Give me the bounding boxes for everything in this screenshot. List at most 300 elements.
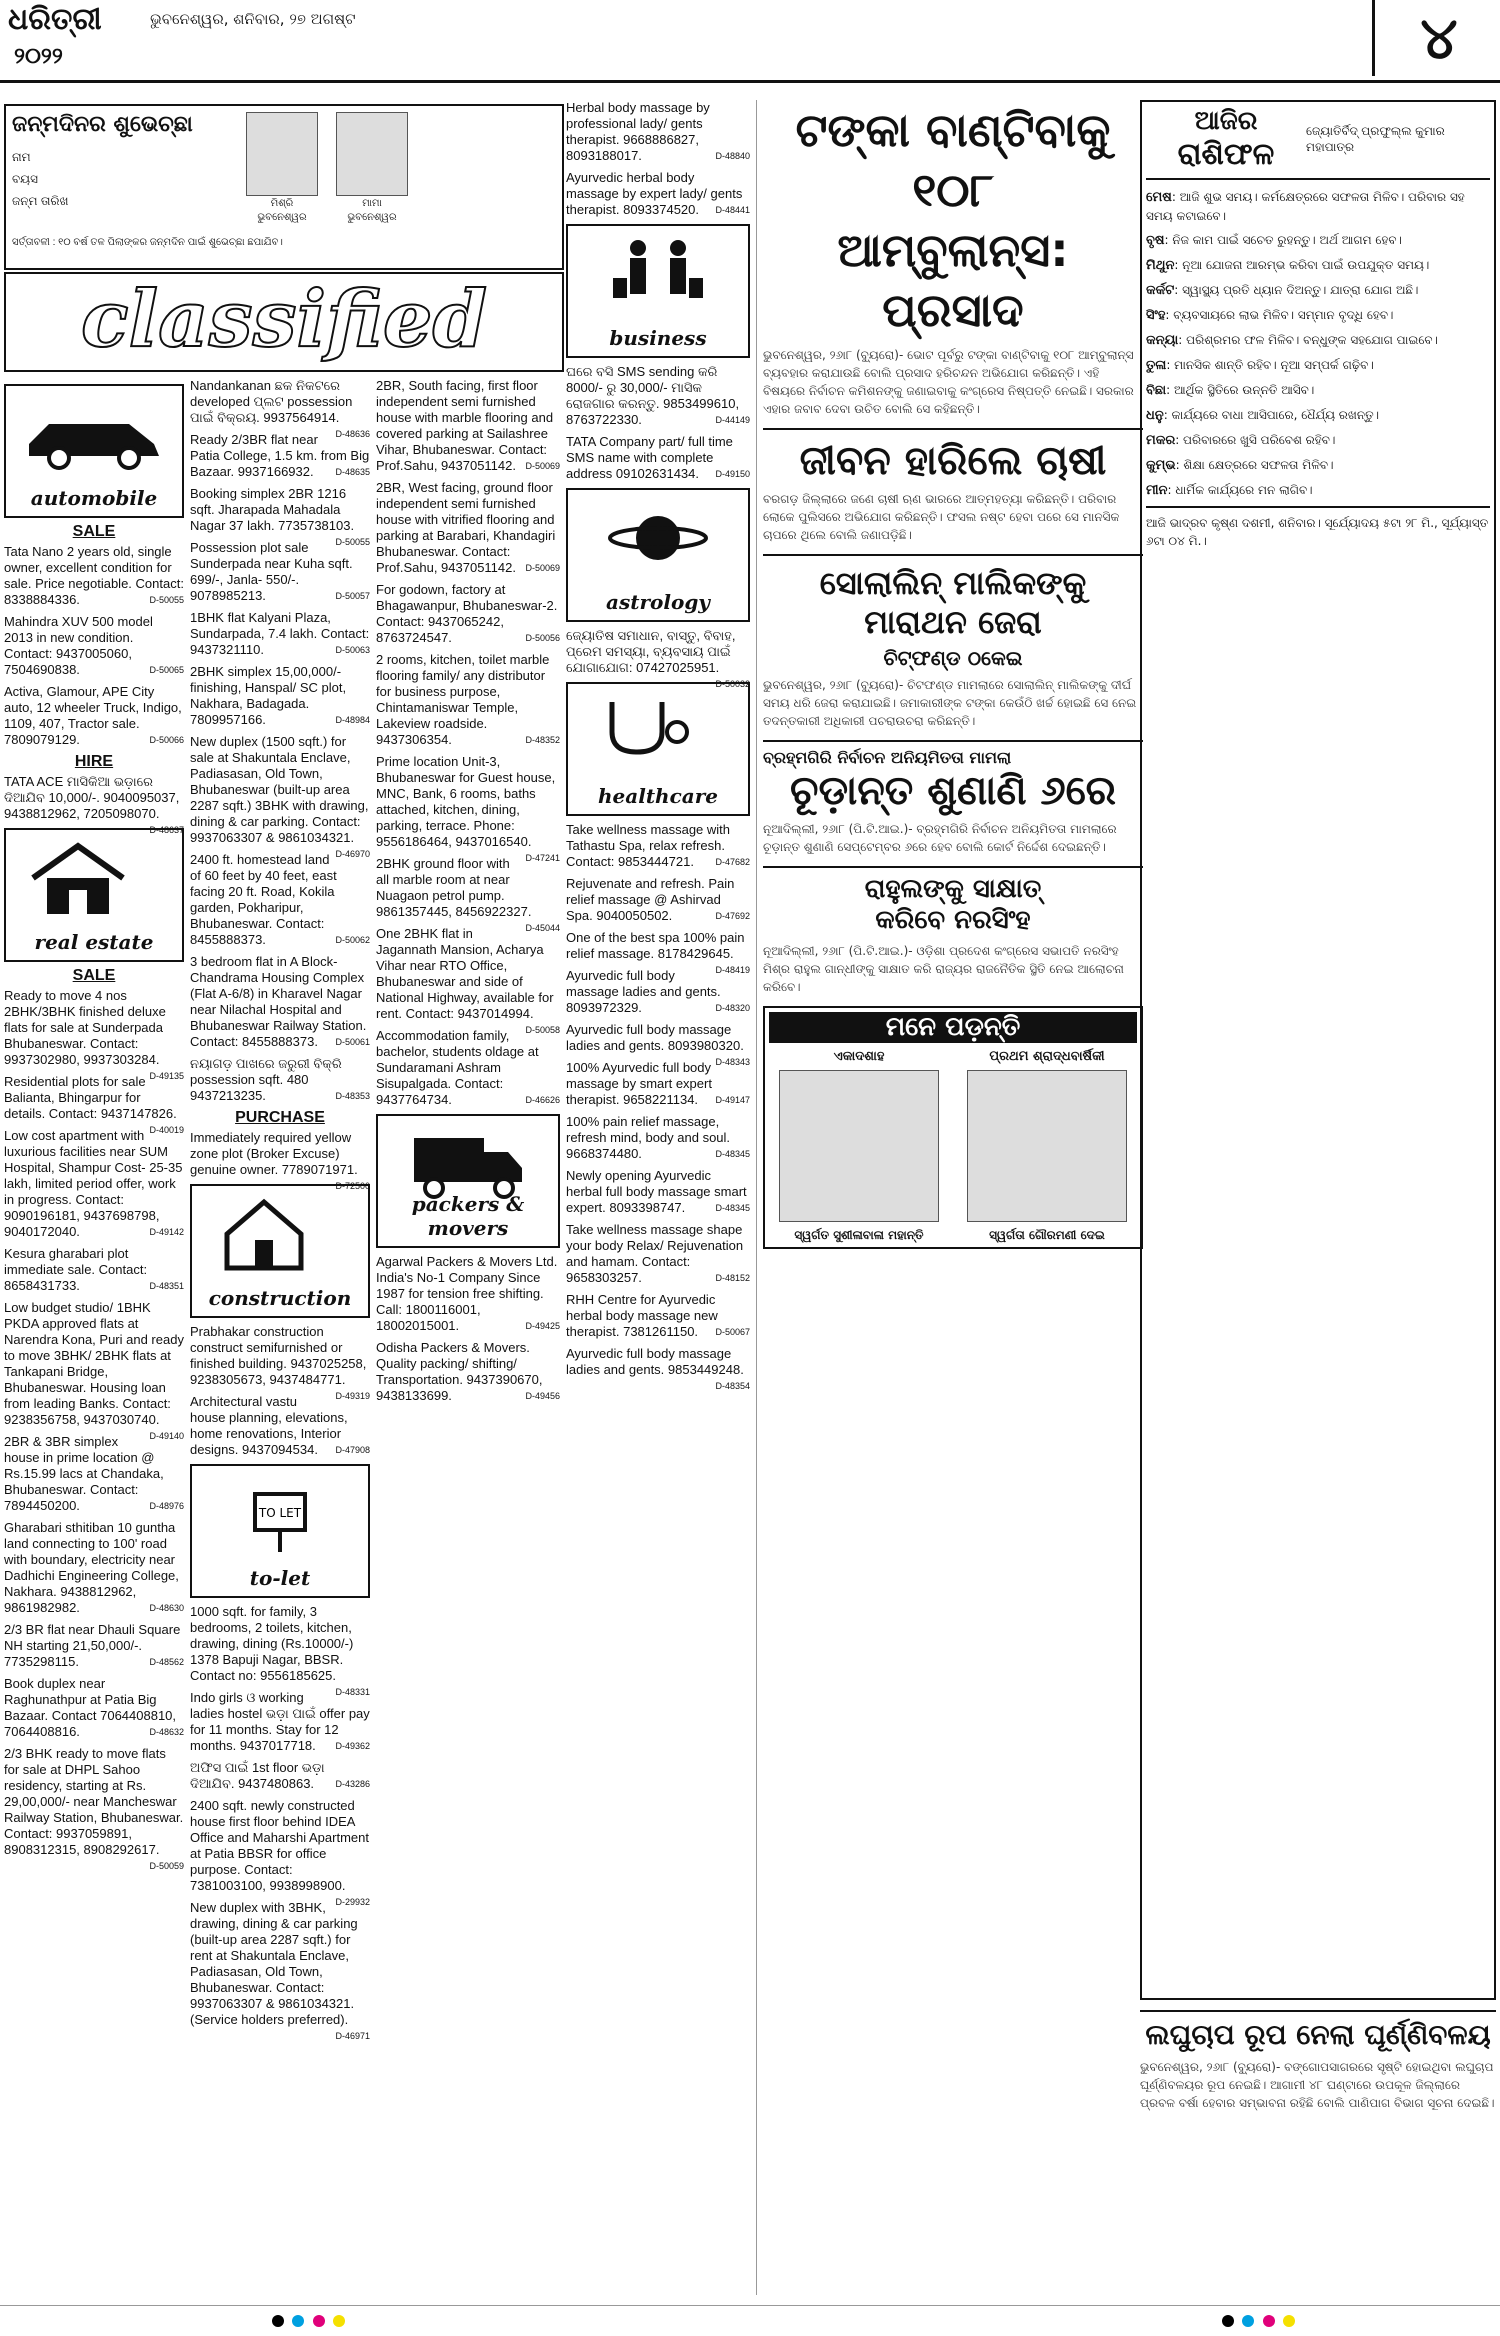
classified-ad: [566, 1292, 750, 1340]
classified-ad: [4, 684, 184, 748]
ad-text: Ayurvedic full body massage ladies and gents. 8093980320.: [566, 1022, 744, 1053]
ad-code: D-47682: [715, 857, 750, 867]
story-farmer: ବରଗଡ଼ ଜିଲ୍ଲାରେ ଜଣେ ଚାଷୀ ଋଣ ଭାରରେ ଆତ୍ମହତ୍ୟା କରିଛନ୍ତି। ପରିବାର ଲୋକେ ପୁଲିସରେ ଅଭିଯୋଗ କରିଛନ୍ତି। ଫସଲ ନଷ୍ଟ ହେବା ପରେ ସେ ମାନସିକ ଚାପରେ ଥିଲେ ବୋଲି ଜଣାପଡ଼ିଛି।: [763, 492, 1120, 542]
classified-ad: [4, 1434, 184, 1514]
ad-code: D-43286: [335, 1779, 370, 1789]
category-construction: [190, 1184, 370, 1318]
real-estate-ads-2: [190, 378, 370, 1104]
ad-code: D-50063: [335, 645, 370, 655]
ad-code: D-72500: [335, 1181, 370, 1191]
ad-code: D-46970: [335, 849, 370, 859]
house-icon: [23, 838, 133, 918]
rashi-sign: କୁମ୍ଭ: [1146, 458, 1176, 473]
obituary-title: ମନେ ପଡ଼ନ୍ତି: [769, 1012, 1137, 1043]
ad-text: Activa, Glamour, APE City auto, 12 wheeler Truck, Indigo, 1109, 407, Tractor sale. 7809079129.: [4, 684, 182, 747]
classified-ad: [566, 1222, 750, 1286]
rashi-entry: କନ୍ୟା: ପରିଶ୍ରମର ଫଳ ମିଳିବ। ବନ୍ଧୁଙ୍କ ସହଯୋଗ ପାଇବେ।: [1146, 333, 1438, 348]
yellow-dot: [1283, 2315, 1295, 2327]
ad-text: 2400 sqft. newly constructed house first floor behind IDEA Office and Maharshi Apartment at Patia BBSR for office purpose. Contact: 7381003100, 9938998900.: [190, 1798, 369, 1893]
classified-ad: [566, 1114, 750, 1162]
ad-text: Prime location Unit-3, Bhubaneswar for Guest house, MNC, Bank, 6 rooms, baths attached, kitchen, dining, parking, terrace. Phone: 9556186464, 9437016540.: [376, 754, 556, 849]
color-marks-right: [1220, 2314, 1297, 2332]
ad-text: Take wellness massage shape your body Relax/ Rejuvenation and hamam. Contact: 9658303257.: [566, 1222, 744, 1285]
ad-text: One of the best spa 100% pain relief massage. 8178429645.: [566, 930, 745, 961]
subhead-sale-2: SALE: [72, 967, 116, 984]
ad-code: D-45044: [525, 923, 560, 933]
classified-ad: [190, 664, 370, 728]
ad-code: D-48345: [715, 1149, 750, 1159]
ad-code: D-48637: [149, 825, 184, 835]
ad-code: D-50066: [149, 735, 184, 745]
rashi-sign: ମେଷ: [1146, 190, 1172, 205]
healthcare-ads: [566, 822, 750, 1391]
ad-text: 1BHK flat Kalyani Plaza, Sundarpada, 7.4 lakh. Contact: 9437321110.: [190, 610, 370, 657]
category-astrology: [566, 488, 750, 622]
ad-code: D-48840: [715, 151, 750, 161]
birthday-fields: [12, 146, 68, 212]
ad-code: D-48635: [335, 467, 370, 477]
ad-text: Residential plots for sale Balianta, Bhingarpur for details. Contact: 9437147826.: [4, 1074, 177, 1121]
obituary-left-photo: [779, 1070, 939, 1222]
ad-code: D-48331: [335, 1687, 370, 1697]
ad-text: TATA ACE ମାସିକିଆ ଭଡ଼ାରେ ଦିଆଯିବ 10,000/-. 9040095037, 9438812962, 7205098070.: [4, 774, 180, 821]
obituary-left-name: ସ୍ୱର୍ଗତ ସୁଶୀଳାବାଳା ମହାନ୍ତି: [794, 1228, 924, 1242]
business-ads: [566, 364, 750, 482]
rashi-entry: ମକର: ପରିବାରରେ ଖୁସି ପରିବେଶ ରହିବ।: [1146, 433, 1336, 448]
ad-text: Kesura gharabari plot immediate sale. Contact: 8658431733.: [4, 1246, 148, 1293]
ad-text: 2BR, South facing, first floor independent semi furnished house with marble flooring and covered parking at Sailashree Vihar, Bhubaneswar. Contact: Prof.Sahu, 9437051142.: [376, 378, 554, 473]
rashi-entry: କୁମ୍ଭ: ଶିକ୍ଷା କ୍ଷେତ୍ରରେ ସଫଳତା ମିଳିବ।: [1146, 458, 1334, 473]
classified-ad: [376, 926, 560, 1035]
category-to-let: [190, 1464, 370, 1598]
classified-ad: [190, 1130, 370, 1191]
ad-text: New duplex with 3BHK, drawing, dining & car parking (built-up area 2287 sqft.) for rent at Shakuntala Enclave, Padiasasan, Old Town, Bhubaneswar. Contact: 9937063307 & 9861034321. (Service holders preferred).: [190, 1900, 358, 2027]
headline-rahul-2: କରିବେ ନରସିଂହ: [875, 905, 1031, 935]
ad-code: D-50055: [335, 537, 370, 547]
ad-text: Ready to move 4 nos 2BHK/3BHK finished deluxe flats for sale at Sunderpada Bhubaneswar. Contact: 9937302980, 9937303284.: [4, 988, 166, 1067]
classified-ad: [376, 754, 560, 863]
rashi-text: ଆର୍ଥିକ ସ୍ଥିତିରେ ଉନ୍ନତି ଆସିବ।: [1173, 383, 1315, 397]
classified-ad: [376, 1028, 560, 1108]
ad-code: D-50069: [525, 461, 560, 471]
ad-text: 2/3 BHK ready to move flats for sale at DHPL Sahoo residency, starting at Rs. 29,00,000/- near Mancheswar Railway Station, Bhubaneswar. Contact: 9937059891, 8908312315, 8908292617.: [4, 1746, 184, 1857]
classified-ad: [190, 610, 370, 658]
ad-text: 2400 ft. homestead land of 60 feet by 40 feet, east facing 20 ft. Road, Kokila garden, Pokharipur, Bhubaneswar. Contact: 8455888373.: [190, 852, 337, 947]
ad-text: Accommodation family, bachelor, students oldage at Sundaramani Ashram Sisupalgada. Contact: 9437764734.: [376, 1028, 539, 1107]
ad-code: D-48345: [715, 1203, 750, 1213]
classified-ad: [376, 582, 560, 646]
ad-code: D-29932: [335, 1897, 370, 1907]
ad-text: 2BR & 3BR simplex house in prime location @ Rs.15.99 lacs at Chandaka, Bhubaneswar. Contact: 7894450200.: [4, 1434, 164, 1513]
astrology-ads: [566, 628, 750, 689]
ad-code: D-49140: [149, 1431, 184, 1441]
category-automobile: [4, 384, 184, 518]
rashi-entry: ମିଥୁନ: ନୂଆ ଯୋଜନା ଆରମ୍ଭ କରିବା ପାଇଁ ଉପଯୁକ୍ତ ସମୟ।: [1146, 258, 1430, 273]
ad-text: Ayurvedic full body massage ladies and gents. 8093972329.: [566, 968, 721, 1015]
masthead-year: ୨୦୨୨: [14, 44, 63, 69]
rashi-text: ଆଜି ଶୁଭ ସମୟ। କର୍ମକ୍ଷେତ୍ରରେ ସଫଳତା ମିଳିବ। ପରିବାର ସହ ସମୟ କଟାଇବେ।: [1146, 190, 1465, 223]
ad-text: Mahindra XUV 500 model 2013 in new condition. Contact: 9437005060, 7504690838.: [4, 614, 153, 677]
ad-code: D-50055: [149, 595, 184, 605]
ad-code: D-48562: [149, 1657, 184, 1667]
ad-text: Ayurvedic herbal body massage by expert lady/ gents therapist. 8093374520.: [566, 170, 743, 217]
headline-rahul-1: ରାହୁଲଙ୍କୁ ସାକ୍ଷାତ୍: [763, 866, 1143, 905]
ad-code: D-48441: [715, 205, 750, 215]
category-packers-movers: [376, 1114, 560, 1248]
ad-text: 2/3 BR flat near Dhauli Square NH starting 21,50,000/-. 7735298115.: [4, 1622, 181, 1669]
kicker-brahmagiri: ବ୍ରହ୍ମଗିରି ନିର୍ବାଚନ ଅନିୟମିତତା ମାମଲା: [763, 740, 1143, 768]
classified-ad: [566, 876, 750, 924]
ad-code: D-46626: [525, 1095, 560, 1105]
rashi-sign: ମିଥୁନ: [1146, 258, 1175, 273]
story-solaline: ଭୁବନେଶ୍ୱର, ୨୬ା୮ (ବ୍ୟୁରୋ)- ଚିଟଫଣ୍ଡ ମାମଲାରେ ସୋଲାଲିନ୍ ମାଲିକଙ୍କୁ ଦୀର୍ଘ ସମୟ ଧରି ଜେରା କରାଯାଇଛି। ଜମାକାରୀଙ୍କ ଟଙ୍କା କେଉଁଠି ଖର୍ଚ୍ଚ ହୋଇଛି ସେ ନେଇ ତଦନ୍ତକାରୀ ଅଧିକାରୀ ପଚରାଉଚରା କରିଛନ୍ତି।: [763, 678, 1137, 728]
ad-text: Herbal body massage by professional lady/ gents therapist. 9668886827, 8093188017.: [566, 100, 710, 163]
subhead-sale: SALE: [72, 523, 116, 540]
classified-ad: [190, 1604, 370, 1697]
ad-code: D-49147: [715, 1095, 750, 1105]
print-registration-strip: [0, 2305, 1500, 2336]
ad-code: D-48976: [149, 1501, 184, 1511]
rashi-text: ସ୍ୱାସ୍ଥ୍ୟ ପ୍ରତି ଧ୍ୟାନ ଦିଅନ୍ତୁ। ଯାତ୍ରା ଯୋଗ ଅଛି।: [1182, 283, 1419, 297]
category-to-let-label: to-let: [249, 1566, 311, 1590]
rashi-entry: ବୃଷ: ନିଜ କାମ ପାଇଁ ସଚେତ ରୁହନ୍ତୁ। ଅର୍ଥ ଆଗମ ହେବ।: [1146, 233, 1402, 248]
black-dot: [1222, 2315, 1234, 2327]
classified-ad: [4, 1676, 184, 1740]
classified-ad: [4, 614, 184, 678]
rashi-entry: ସିଂହ: ବ୍ୟବସାୟରେ ଲାଭ ମିଳିବ। ସମ୍ମାନ ବୃଦ୍ଧି ହେବ।: [1146, 308, 1394, 323]
ad-code: D-48343: [715, 1057, 750, 1067]
obituary-right: [957, 1049, 1137, 1243]
ad-code: D-48984: [335, 715, 370, 725]
story-brahmagiri: ନୂଆଦିଲ୍ଲୀ, ୨୬ା୮ (ପି.ଟି.ଆଇ.)- ବ୍ରହ୍ମଗିରି ନିର୍ବାଚନ ଅନିୟମିତତା ମାମଲାରେ ଚୂଡ଼ାନ୍ତ ଶୁଣାଣି ସେପ୍ଟେମ୍ବର ୬ରେ ହେବ ବୋଲି କୋର୍ଟ ନିର୍ଦ୍ଦେଶ ଦେଇଛନ୍ତି।: [763, 822, 1117, 854]
ad-code: D-47692: [715, 911, 750, 921]
ad-text: ଘରେ ବସି SMS sending କରି 8000/- ରୁ 30,000/- ମାସିକ ରୋଜଗାର କରନ୍ତୁ. 9853499610, 8763722330.: [566, 364, 740, 427]
dateline: ଭୁବନେଶ୍ୱର, ଶନିବାର, ୨୭ ଅଗଷ୍ଟ: [150, 10, 356, 28]
ad-text: 100% pain relief massage, refresh mind, body and soul. 9668374480.: [566, 1114, 731, 1161]
ad-code: D-49456: [525, 1391, 560, 1401]
ad-text: Low cost apartment with luxurious facilities near SUM Hospital, Shampur Cost- 25-35 lakh, limited period offer, work in progress. Contact: 9090196181, 9437698798, 9040172040.: [4, 1128, 183, 1239]
rashi-text: ଶିକ୍ଷା କ୍ଷେତ୍ରରେ ସଫଳତା ମିଳିବ।: [1183, 458, 1334, 472]
ad-text: Newly opening Ayurvedic herbal full body massage smart expert. 8093398747.: [566, 1168, 747, 1215]
classified-ad: [566, 1346, 750, 1391]
obituary-entries: [769, 1049, 1137, 1243]
obituary-left: [769, 1049, 949, 1243]
rashi-sign: କର୍କଟ: [1146, 283, 1175, 298]
obituary-right-name: ସ୍ୱର୍ଗତା ଗୌରମଣୀ ଦେଇ: [989, 1228, 1105, 1242]
ad-code: D-50067: [715, 1327, 750, 1337]
classified-title: classified: [81, 274, 487, 365]
ad-text: Odisha Packers & Movers. Quality packing/ shifting/ Transportation. 9437390670, 9438133699.: [376, 1340, 543, 1403]
ad-text: 2BHK simplex 15,00,000/- finishing, Hanspal/ SC plot, Nakhara, Badagada. 7809957166.: [190, 664, 347, 727]
ad-text: Ayurvedic full body massage ladies and gents. 9853449248.: [566, 1346, 744, 1377]
classified-ad: [566, 930, 750, 975]
rashi-sign: ସିଂହ: [1146, 308, 1166, 323]
classified-banner: [4, 272, 564, 372]
color-marks-left: [270, 2314, 347, 2332]
classified-ad: [376, 378, 560, 474]
rashifal-title-2: ରାଶିଫଳ: [1177, 137, 1275, 172]
cyclone-story: [1140, 2010, 1496, 2302]
ad-text: 2BHK ground floor with all marble room at near Nuagaon petrol pump. 9861357445, 8456922327.: [376, 856, 532, 919]
classified-ad: [4, 1246, 184, 1294]
rashi-text: ପରିବାରରେ ଖୁସି ପରିବେଶ ରହିବ।: [1183, 433, 1336, 447]
field-name: ନାମ: [12, 150, 31, 164]
ad-text: Gharabari sthitiban 10 guntha land connecting to 100' road with boundary, electricity near Dadhichi Engineering College, Nakhara. 9438812962, 9861982982.: [4, 1520, 179, 1615]
rashi-text: ନିଜ କାମ ପାଇଁ ସଚେତ ରୁହନ୍ତୁ। ଅର୍ଥ ଆଗମ ହେବ।: [1172, 233, 1402, 247]
classified-ad: [566, 100, 750, 164]
classified-ad: [190, 1900, 370, 2041]
rashi-text: ଧାର୍ମିକ କାର୍ଯ୍ୟରେ ମନ ଲାଗିବ।: [1175, 483, 1313, 497]
ad-code: D-46971: [335, 2031, 370, 2041]
ad-code: D-50059: [149, 1861, 184, 1871]
ad-text: Architectural vastu house planning, elevations, home renovations, Interior designs. 9437094534.: [190, 1394, 348, 1457]
rashi-text: ବ୍ୟବସାୟରେ ଲାଭ ମିଳିବ। ସମ୍ମାନ ବୃଦ୍ଧି ହେବ।: [1173, 308, 1394, 322]
magenta-dot: [1263, 2315, 1275, 2327]
ad-text: ଅଫିସ ପାଇଁ 1st floor ଭଡ଼ା ଦିଆଯିବ. 9437480863.: [190, 1760, 325, 1791]
ad-code: D-50069: [525, 563, 560, 573]
news-column: [756, 100, 1143, 2295]
ad-text: Indo girls ଓ working ladies hostel ଭଡ଼ା ପାଇଁ offer pay for 11 months. Stay for 12 months. 9437017718.: [190, 1690, 370, 1753]
classified-ad: [376, 1340, 560, 1404]
category-real-estate-label: real estate: [34, 930, 154, 954]
rashi-entry: ବିଛା: ଆର୍ଥିକ ସ୍ଥିତିରେ ଉନ୍ନତି ଆସିବ।: [1146, 383, 1315, 398]
rashifal-title: [1146, 106, 1306, 172]
category-construction-label: construction: [208, 1286, 352, 1310]
rashi-entry: ମୀନ: ଧାର୍ମିକ କାର୍ଯ୍ୟରେ ମନ ଲାଗିବ।: [1146, 483, 1313, 498]
ad-code: D-50065: [149, 665, 184, 675]
ad-text: 1000 sqft. for family, 3 bedrooms, 2 toilets, kitchen, drawing, dining (Rs.10000/-) 1378 Bapuji Nagar, BBSR. Contact no: 9556185625.: [190, 1604, 354, 1683]
ad-code: D-49362: [335, 1741, 370, 1751]
classified-ad: [566, 628, 750, 689]
page-header: [0, 0, 1500, 83]
ad-code: D-48630: [149, 1603, 184, 1613]
field-age: ବୟସ: [12, 172, 38, 186]
classified-ad: [566, 1168, 750, 1216]
classified-ad: [190, 1056, 370, 1104]
purchase-ads: [190, 1130, 370, 1191]
field-dob: ଜନ୍ମ ତାରିଖ: [12, 194, 69, 208]
subhead-purchase: PURCHASE: [235, 1109, 325, 1126]
classified-ad: [566, 434, 750, 482]
headline-ambulance-2: ଆମ୍ବୁଲାନ୍ସ: ପ୍ରସାଦ: [837, 223, 1069, 337]
classified-ad: [566, 822, 750, 870]
ad-text: For godown, factory at Bhagawanpur, Bhubaneswar-2. Contact: 9437065242, 8763724547.: [376, 582, 558, 645]
ad-code: D-44149: [715, 415, 750, 425]
category-astrology-label: astrology: [606, 590, 710, 614]
rashi-entry: ମେଷ: ଆଜି ଶୁଭ ସମୟ। କର୍ମକ୍ଷେତ୍ରରେ ସଫଳତା ମିଳିବ। ପରିବାର ସହ ସମୟ କଟାଇବେ।: [1146, 190, 1465, 223]
ad-code: D-48354: [715, 1381, 750, 1391]
classified-ad: [190, 852, 370, 948]
to-let-ads: [190, 1604, 370, 2041]
ad-text: ନୟାଗଡ଼ ପାଖରେ ଜରୁରୀ ବିକ୍ରି possession sqft. 480 9437213235.: [190, 1056, 342, 1103]
ad-text: Low budget studio/ 1BHK PKDA approved flats at Narendra Kona, Puri and ready to move 3BHK/ 2BHK flats at Tankapani Bridge, Bhubaneswar. Housing loan from leading Banks. Contact: 9238356758, 9437030740.: [4, 1300, 184, 1427]
classified-ad: [566, 170, 750, 218]
ad-text: 3 bedroom flat in A Block-Chandrama Housing Complex (Flat A-6/8) in Kharavel Nagar near Nilachal Hospital and Bhubaneswar Railway Station. Contact: 8455888373.: [190, 954, 367, 1049]
ad-text: New duplex (1500 sqft.) for sale at Shakuntala Enclave, Padiasasan, Old Town, Bhubaneswar (built-up area 2287 sqft.) 3BHK with drawing, dining & car parking. Contact: 9937063307 & 9861034321.: [190, 734, 369, 845]
ad-text: Tata Nano 2 years old, single owner, excellent condition for sale. Price negotiable. Contact: 8338884336.: [4, 544, 184, 607]
classified-ad: [376, 1254, 560, 1334]
classified-column-3: [376, 378, 560, 2298]
classified-column-2: [190, 378, 370, 2298]
ad-code: D-48632: [149, 1727, 184, 1737]
category-healthcare: [566, 682, 750, 816]
to-let-ads-2: [376, 378, 560, 1108]
headline-solaline: ସୋଲାଲିନ୍ ମାଲିକଙ୍କୁ ମାରାଥନ ଜେରା: [763, 554, 1143, 642]
birthday-title: ଜନ୍ମଦିନର ଶୁଭେଚ୍ଛା: [12, 112, 193, 137]
rashi-sign: ମକର: [1146, 433, 1176, 448]
rashifal-footer: ଆଜି ଭାଦ୍ରବ କୃଷ୍ଣ ଦଶମୀ, ଶନିବାର। ସୂର୍ଯ୍ୟୋଦୟ ୫ଟା ୨୮ ମି., ସୂର୍ଯ୍ୟାସ୍ତ ୬ଟା ୦୪ ମି.।: [1146, 506, 1490, 550]
category-real-estate: [4, 828, 184, 962]
child1-place: ଭୁବନେଶ୍ୱର: [257, 212, 307, 223]
ad-text: Agarwal Packers & Movers Ltd. India's No-1 Company Since 1987 for tension free shifting. Call: 1800116001, 18002015001.: [376, 1254, 558, 1333]
story-ambulance: ଭୁବନେଶ୍ୱର, ୨୬ା୮ (ବ୍ୟୁରୋ)- ଭୋଟ ପୂର୍ବରୁ ଟଙ୍କା ବାଣ୍ଟିବାକୁ ୧୦୮ ଆମ୍ବୁଲାନ୍ସ ବ୍ୟବହାର କରାଯାଉଛି ବୋଲି ପ୍ରସାଦ ହରିଚନ୍ଦନ ଅଭିଯୋଗ କରିଛନ୍ତି। ଏହି ବିଷୟରେ ନିର୍ବାଚନ କମିଶନଙ୍କୁ ଜଣାଇବାକୁ କଂଗ୍ରେସ ନିଷ୍ପତ୍ତି ନେଇଛି। ସରକାର ଏହାର ଜବାବ ଦେବା ଉଚିତ ବୋଲି ସେ କହିଛନ୍ତି।: [763, 348, 1134, 416]
ad-code: D-47241: [525, 853, 560, 863]
ad-code: D-48351: [149, 1281, 184, 1291]
ad-code: D-49425: [525, 1321, 560, 1331]
classified-ad: [4, 774, 184, 835]
ad-code: D-49135: [149, 1071, 184, 1081]
ad-code: D-48352: [525, 735, 560, 745]
rashifal-list: [1146, 188, 1490, 500]
headline-cyclone: ଲଘୁଚାପ ରୂପ ନେଲା ଘୂର୍ଣ୍ଣିବଳୟ: [1145, 2018, 1491, 2051]
ad-text: 2BR, West facing, ground floor independent semi furnished house with vitrified flooring and parking at Barabari, Khandagiri Bhubaneswar. Contact: Prof.Sahu, 9437051142.: [376, 480, 556, 575]
obituary-left-label: ଏକାଦଶାହ: [833, 1049, 885, 1064]
rashifal-header: [1146, 106, 1490, 180]
ad-code: D-49319: [335, 1391, 370, 1401]
to-let-sign-icon: [235, 1474, 325, 1554]
ad-text: Nandankanan ଛକ ନିକଟରେ developed ପ୍ଲଟ possession ପାଇଁ ବିକ୍ରୟ. 9937564914.: [190, 378, 353, 425]
classified-ad: [4, 1520, 184, 1616]
planet-icon: [603, 498, 713, 578]
child-photo-2: [336, 112, 408, 196]
ad-text: 2 rooms, kitchen, toilet marble flooring family/ any distributor for business purpose, Chintamaniswar Temple, Lakeview roadside. 9437306354.: [376, 652, 550, 747]
classified-ad: [190, 734, 370, 859]
classified-ad: [4, 544, 184, 608]
ad-text: Possession plot sale Sunderpada near Kuha sqft. 699/-, Janla- 550/-. 9078985213.: [190, 540, 353, 603]
classified-ad: [190, 1798, 370, 1907]
obituary-right-photo: [967, 1070, 1127, 1222]
rashi-entry: କର୍କଟ: ସ୍ୱାସ୍ଥ୍ୟ ପ୍ରତି ଧ୍ୟାନ ଦିଅନ୍ତୁ। ଯାତ୍ରା ଯୋଗ ଅଛି।: [1146, 283, 1419, 298]
magenta-dot: [313, 2315, 325, 2327]
ad-code: D-48419: [715, 965, 750, 975]
ad-text: ଜ୍ୟୋତିଷ ସମାଧାନ, ବାସ୍ତୁ, ବିବାହ, ପ୍ରେମ ସମସ୍ୟା, ବ୍ୟବସାୟ ପାଇଁ ଯୋଗାଯୋଗ: 07427025951.: [566, 628, 736, 675]
ad-text: 100% Ayurvedic full body massage by smart expert therapist. 9658221134.: [566, 1060, 712, 1107]
ad-code: D-48353: [335, 1091, 370, 1101]
ad-code: D-50056: [525, 633, 560, 643]
ad-code: D-50032: [715, 679, 750, 689]
rashi-sign: ବିଛା: [1146, 383, 1167, 398]
cyan-dot: [292, 2315, 304, 2327]
car-icon: [19, 394, 169, 474]
child2-place: ଭୁବନେଶ୍ୱର: [347, 212, 397, 223]
story-rahul: ନୂଆଦିଲ୍ଲୀ, ୨୬ା୮ (ପି.ଟି.ଆଇ.)- ଓଡ଼ିଶା ପ୍ରଦେଶ କଂଗ୍ରେସ ସଭାପତି ନରସିଂହ ମିଶ୍ର ରାହୁଲ ଗାନ୍ଧୀଙ୍କୁ ସାକ୍ଷାତ କରି ରାଜ୍ୟର ରାଜନୈତିକ ସ୍ଥିତି ନେଇ ଆଲୋଚନା କରିବେ।: [763, 944, 1124, 994]
classified-ad: [190, 1760, 370, 1792]
rashi-sign: ଧନୁ: [1146, 408, 1164, 423]
rashifal-title-1: ଆଜିର: [1194, 106, 1258, 136]
business-travellers-icon: [603, 234, 713, 314]
astrologer-name: ଜ୍ୟୋତିର୍ବିଦ୍ ପ୍ରଫୁଲ୍ଲ କୁମାର ମହାପାତ୍ର: [1306, 124, 1445, 154]
ad-text: Ready 2/3BR flat near Patia College, 1.5 km. from Big Bazaar. 9937166932.: [190, 432, 370, 479]
rashifal-box: [1140, 100, 1496, 2000]
rashi-text: ନୂଆ ଯୋଜନା ଆରମ୍ଭ କରିବା ପାଇଁ ଉପଯୁକ୍ତ ସମୟ।: [1182, 258, 1430, 272]
ad-text: Take wellness massage with Tathastu Spa, relax refresh. Contact: 9853444721.: [566, 822, 731, 869]
category-business: [566, 224, 750, 358]
ad-text: Booking simplex 2BR 1216 sqft. Jharapada Mahadala Nagar 37 lakh. 7735738103.: [190, 486, 355, 533]
subhead-hire: HIRE: [74, 753, 114, 770]
cyan-dot: [1242, 2315, 1254, 2327]
ad-code: D-48636: [335, 429, 370, 439]
rashi-text: ମାନସିକ ଶାନ୍ତି ରହିବ। ନୂଆ ସମ୍ପର୍କ ଗଢ଼ିବ।: [1174, 358, 1374, 372]
ad-code: D-48152: [715, 1273, 750, 1283]
classified-ad: [4, 1622, 184, 1670]
hire-ads: [4, 774, 184, 835]
yellow-dot: [333, 2315, 345, 2327]
category-packers-label: packers & movers: [411, 1192, 525, 1240]
ad-code: D-50062: [335, 935, 370, 945]
ad-code: D-48320: [715, 1003, 750, 1013]
construction-icon: [219, 1194, 309, 1274]
headline-farmer: ଜୀବନ ହାରିଲେ ଚାଷୀ: [763, 428, 1143, 484]
real-estate-ads: [4, 988, 184, 1871]
obituary-box: [763, 1006, 1143, 1249]
massage-ads-top: [566, 100, 750, 218]
stethoscope-icon: [587, 692, 697, 772]
headline-brahmagiri: ଚୂଡ଼ାନ୍ତ ଶୁଣାଣି ୬ରେ: [790, 768, 1116, 814]
classified-ad: [190, 1324, 370, 1401]
ad-code: D-49142: [149, 1227, 184, 1237]
ad-code: D-40019: [149, 1125, 184, 1135]
classified-column-1: [4, 378, 184, 2298]
headline-ambulance-1: ଟଙ୍କା ବାଣ୍ଟିବାକୁ ୧୦୮: [795, 103, 1111, 217]
ad-text: Rejuvenate and refresh. Pain relief massage @ Ashirvad Spa. 9040050502.: [566, 876, 735, 923]
classified-ad: [4, 1746, 184, 1871]
ad-text: TATA Company part/ full time SMS name with complete address 09102631434.: [566, 434, 733, 481]
child2-name: ମାମା: [362, 198, 382, 209]
obituary-right-label: ପ୍ରଥମ ଶ୍ରାଦ୍ଧବାର୍ଷିକୀ: [989, 1049, 1105, 1064]
classified-ad: [566, 364, 750, 428]
rashi-sign: ତୁଳା: [1146, 358, 1167, 373]
packers-ads: [376, 1254, 560, 1404]
story-cyclone: ଭୁବନେଶ୍ୱର, ୨୬ା୮ (ବ୍ୟୁରୋ)- ବଙ୍ଗୋପସାଗରରେ ସୃଷ୍ଟି ହୋଇଥିବା ଲଘୁଚାପ ଘୂର୍ଣ୍ଣିବଳୟର ରୂପ ନେଇଛି। ଆଗାମୀ ୪୮ ଘଣ୍ଟାରେ ଉପକୂଳ ଜିଲ୍ଲାରେ ପ୍ରବଳ ବର୍ଷା ହେବାର ସମ୍ଭାବନା ରହିଛି ବୋଲି ପାଣିପାଗ ବିଭାଗ ସୂଚନା ଦେଇଛି।: [1140, 2060, 1495, 2110]
classified-ad: [4, 1300, 184, 1441]
svg-text:TO LET: TO LET: [258, 1506, 302, 1520]
classified-ad: [376, 652, 560, 748]
black-dot: [272, 2315, 284, 2327]
ad-text: One 2BHK flat in Jagannath Mansion, Acharya Vihar near RTO Office, Bhubaneswar and side of National Highway, available for rent. Contact: 9437014994.: [376, 926, 554, 1021]
ad-code: D-47908: [335, 1445, 370, 1455]
ad-text: Immediately required yellow zone plot (Broker Excuse) genuine owner. 7789071971.: [190, 1130, 358, 1177]
ad-code: D-50058: [525, 1025, 560, 1035]
automobile-ads: [4, 544, 184, 748]
child1-name: ମିଶ୍ରି: [270, 198, 294, 209]
ad-text: RHH Centre for Ayurvedic herbal body massage new therapist. 7381261150.: [566, 1292, 718, 1339]
rashi-text: କାର୍ଯ୍ୟରେ ବାଧା ଆସିପାରେ, ଧୈର୍ଯ୍ୟ ରଖନ୍ତୁ।: [1171, 408, 1380, 422]
rashi-sign: କନ୍ୟା: [1146, 333, 1179, 348]
ad-text: Book duplex near Raghunathpur at Patia Big Bazaar. Contact 7064408810, 7064408816.: [4, 1676, 177, 1739]
category-business-label: business: [609, 326, 707, 350]
classified-ad: [4, 1128, 184, 1240]
subhead-chitfund: ଚିଟ୍‌ଫଣ୍ଡ ଠକେଇ: [883, 646, 1023, 670]
rashi-sign: ବୃଷ: [1146, 233, 1165, 248]
ad-code: D-49150: [715, 469, 750, 479]
classified-ad: [4, 988, 184, 1081]
ad-text: Prabhakar construction construct semifurnished or finished building. 9437025258, 9238305673, 9437484771.: [190, 1324, 367, 1387]
ad-code: D-50057: [335, 591, 370, 601]
classified-ad: [376, 480, 560, 576]
rashi-sign: ମୀନ: [1146, 483, 1168, 498]
birthday-box: [4, 104, 564, 270]
rashi-entry: ଧନୁ: କାର୍ଯ୍ୟରେ ବାଧା ଆସିପାରେ, ଧୈର୍ଯ୍ୟ ରଖନ୍ତୁ।: [1146, 408, 1380, 423]
